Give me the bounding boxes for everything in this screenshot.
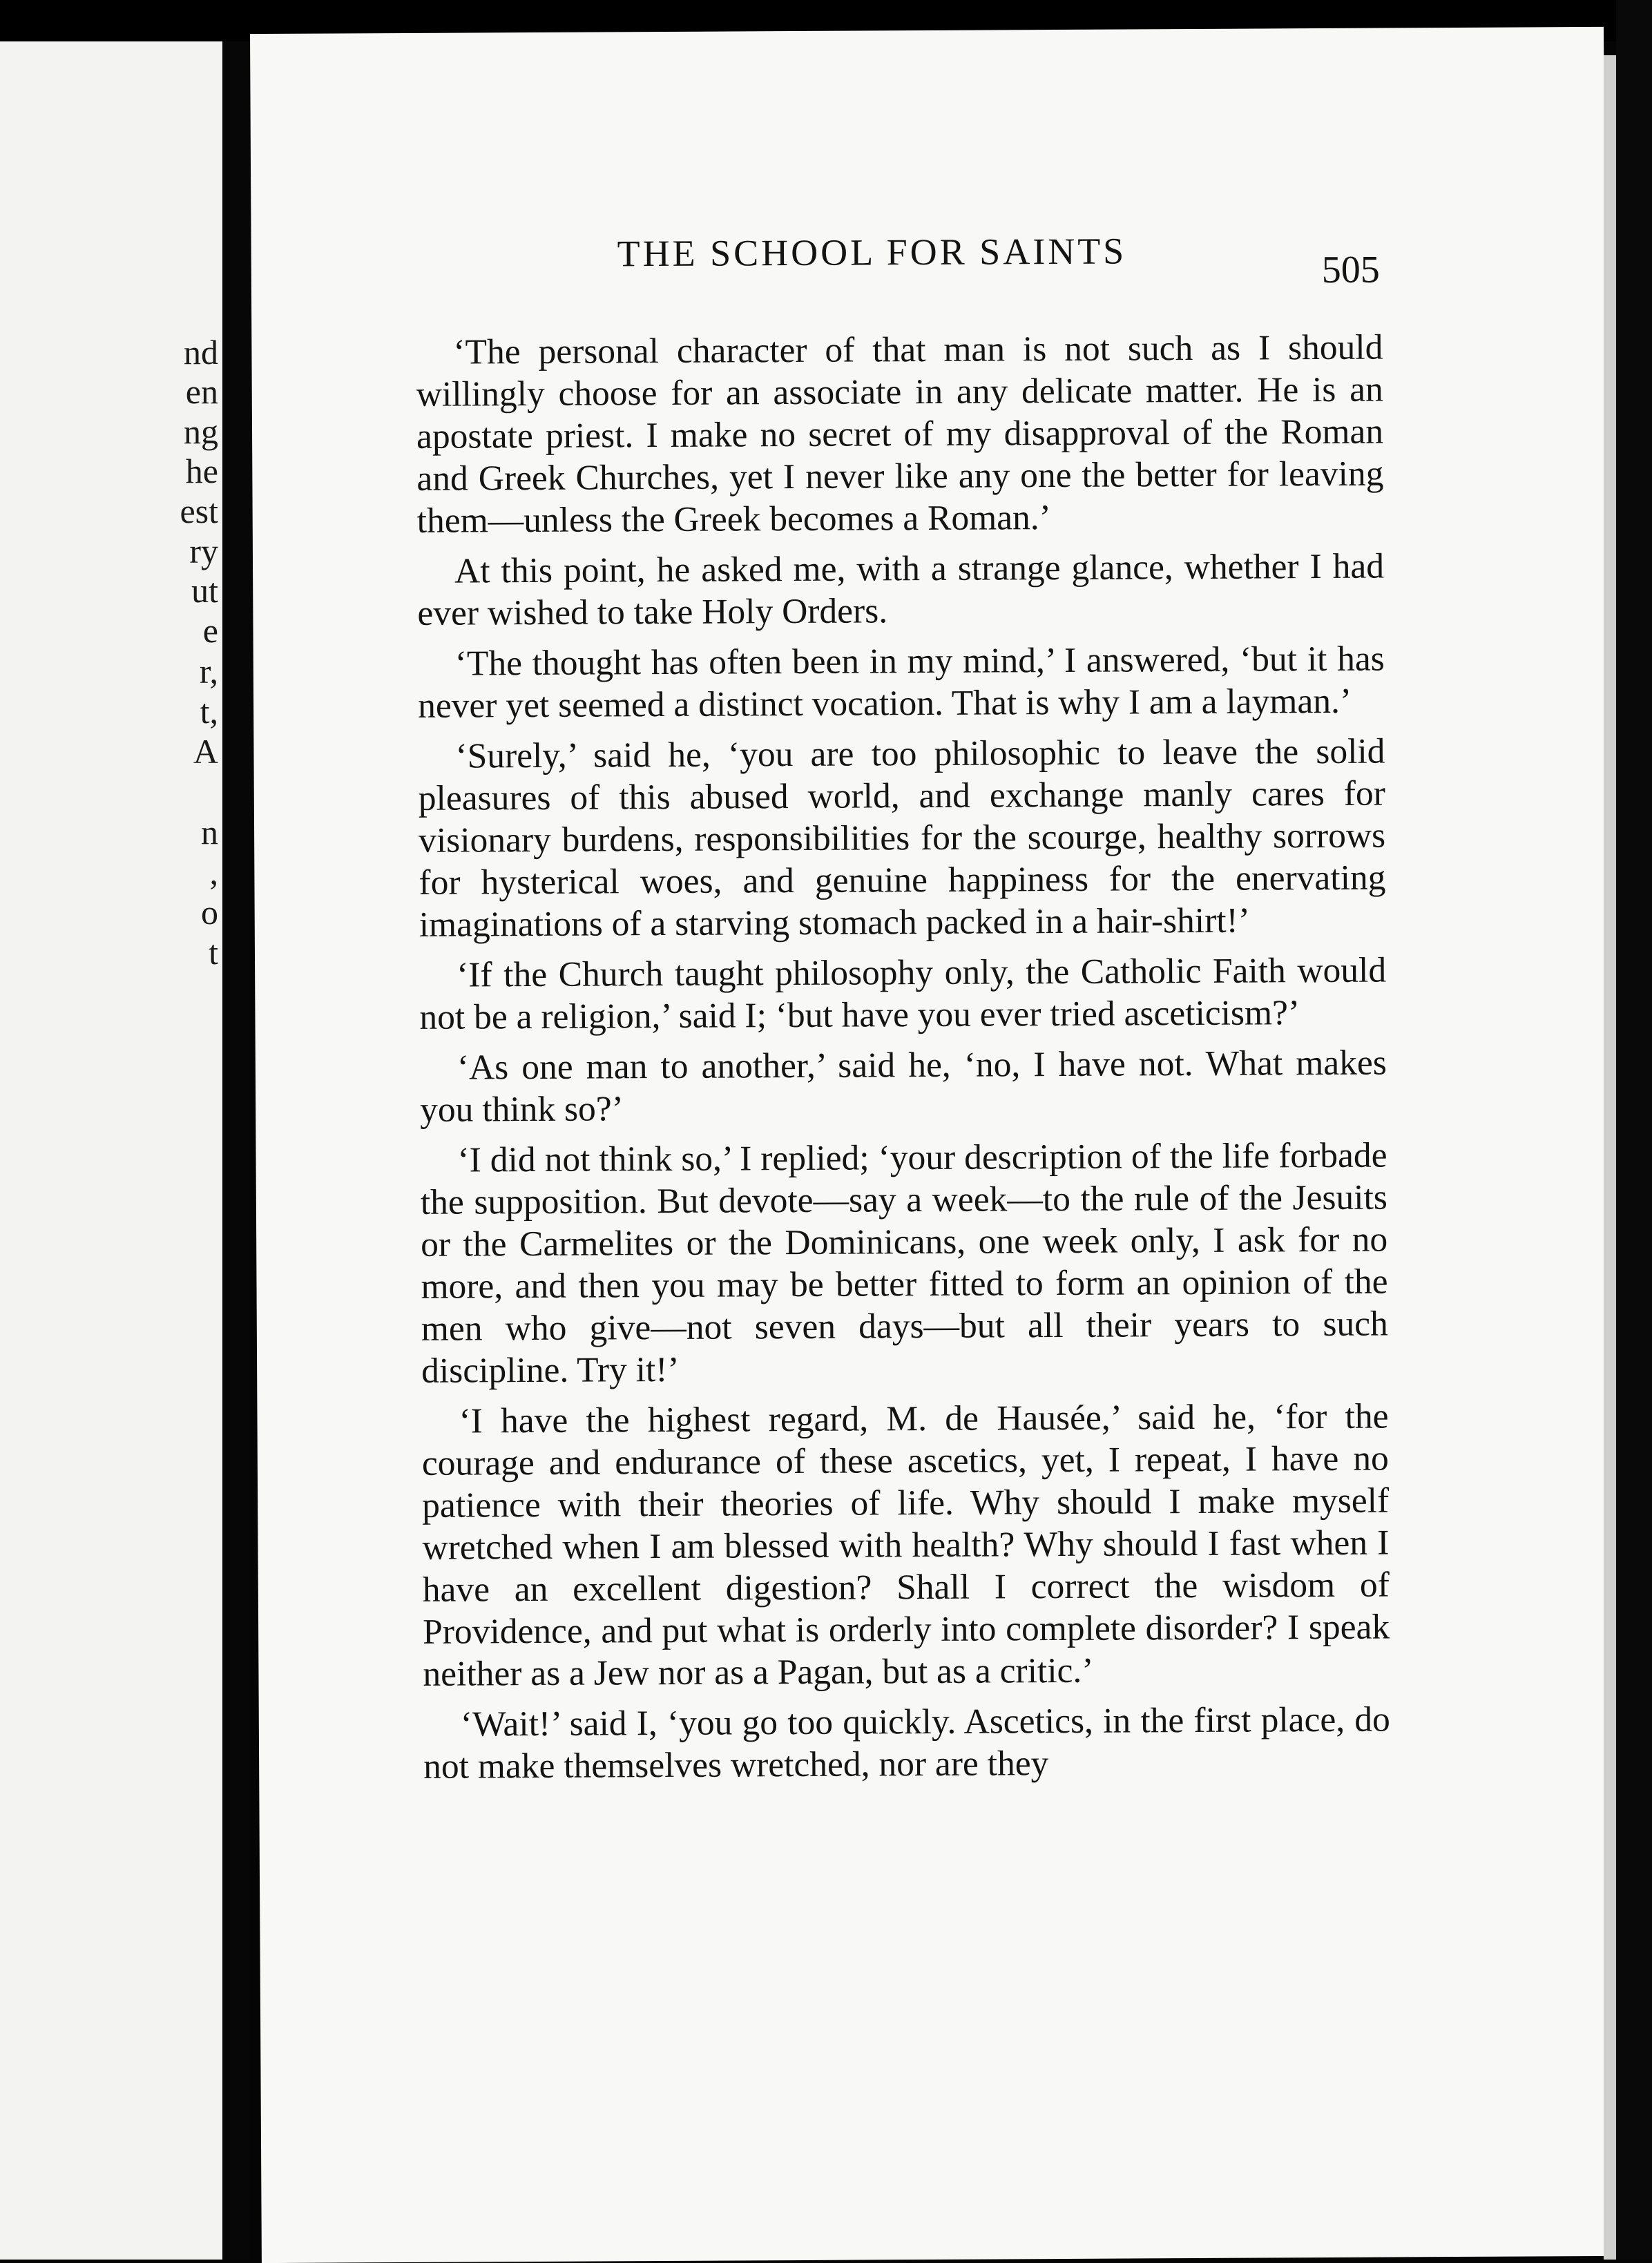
facing-page-line: ng — [184, 412, 218, 451]
running-head: THE SCHOOL FOR SAINTS — [617, 230, 1127, 275]
facing-page-line: t, — [200, 692, 218, 731]
paragraph: ‘I did not think so,’ I replied; ‘your description of the life forbade the supposition. But devote—say a week—to the rule of the Jesuits or the Carmelites or the Dominicans, one week only, I ask for no more, and then you may be better fitted to form an opinion of the men who give—not seven days—but all their years to such discipline. Try it!’ — [420, 1135, 1388, 1391]
facing-page-line: r, — [199, 652, 218, 691]
facing-page-line: n — [201, 813, 218, 851]
facing-page-line: ut — [191, 571, 218, 610]
page-number: 505 — [1321, 248, 1380, 292]
paragraph: ‘If the Church taught philosophy only, the Catholic Faith would not be a religion,’ said I; ‘but have you ever tried asceticism?’ — [419, 950, 1387, 1037]
facing-page-line: t — [209, 933, 218, 972]
paragraph: ‘The personal character of that man is not such as I should willingly choose for an associate in any delicate matter. He is an apostate priest. I make no secret of my disapproval of the Roman and Greek Churches, yet I never like any one the better for leaving them—unless the Greek becomes a Roman.’ — [416, 327, 1384, 541]
book-gutter — [222, 41, 250, 2260]
book-page — [250, 27, 1615, 2263]
paragraph: At this point, he asked me, with a strange glance, whether I had ever wished to take Holy Orders. — [417, 546, 1385, 633]
facing-page-line: e — [202, 611, 218, 650]
body-text — [416, 327, 1390, 1788]
paragraph: ‘As one man to another,’ said he, ‘no, I have not. What makes you think so?’ — [420, 1043, 1387, 1130]
facing-page-line: est — [180, 492, 218, 530]
scan-right-edge — [1616, 0, 1652, 2260]
facing-page-line: ry — [189, 532, 218, 570]
paragraph: ‘I have the highest regard, M. de Hausée,’ said he, ‘for the courage and endurance of these ascetics, yet, I repeat, I have no patience with their theories of life. Why should I make myself wretched when I am blessed with health? Why should I fast when I have an excellent digestion? Shall I correct the wisdom of Providence, and put what is orderly into complete disorder? I speak neither as a Jew nor as a Pagan, but as a critic.’ — [421, 1396, 1390, 1694]
paragraph: ‘Wait!’ said I, ‘you go too quickly. Ascetics, in the first place, do not make themselves wretched, nor are they — [423, 1699, 1390, 1787]
paragraph: ‘The thought has often been in my mind,’ I answered, ‘but it has never yet seemed a distinct vocation. That is why I am a layman.’ — [417, 639, 1385, 726]
facing-page-line: en — [185, 372, 218, 411]
facing-page-line: he — [185, 452, 218, 490]
facing-page-line: , — [209, 853, 218, 892]
facing-page-line: A — [193, 732, 218, 771]
paragraph: ‘Surely,’ said he, ‘you are too philosophic to leave the solid pleasures of this abused world, and exchange manly cares for visionary burdens, responsibilities for the scourge, healthy sorrows for hysterical woes, and genuine happiness for the enervating imaginations of a starving stomach packed in a hair-shirt!’ — [418, 731, 1386, 945]
facing-page-fragment — [0, 41, 222, 2260]
facing-page-line: o — [201, 893, 218, 932]
facing-page-line: nd — [184, 333, 218, 372]
